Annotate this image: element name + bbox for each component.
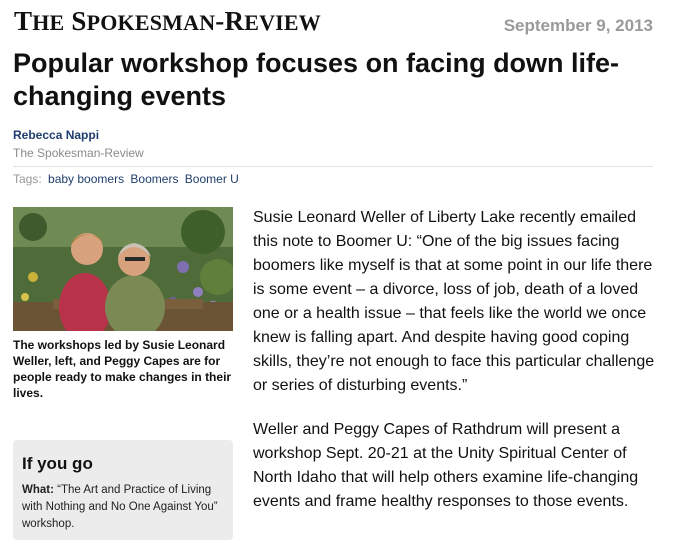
body-paragraph: Weller and Peggy Capes of Rathdrum will present a workshop Sept. 20-21 at the Unity Spiritual Center of North Idaho that will help others examine life-changing events and frame healthy responses to those events. <box>253 421 639 510</box>
byline-divider <box>13 166 653 167</box>
source-label: The Spokesman-Review <box>13 146 144 160</box>
event-info-title: If you go <box>22 454 93 473</box>
masthead-r: R <box>224 6 245 36</box>
masthead-s: S <box>71 6 87 36</box>
photo-caption: The workshops led by Susie Leonard Weller, left, and Peggy Capes are for people ready to make changes in their lives. <box>13 338 232 400</box>
tags-label: Tags: <box>13 172 42 186</box>
article-body <box>253 206 663 534</box>
article-photo[interactable] <box>13 207 233 331</box>
masthead-he: HE <box>32 10 65 35</box>
masthead-logo[interactable] <box>14 6 321 37</box>
tags-row <box>13 172 239 186</box>
event-info-box <box>13 440 233 540</box>
tag-link[interactable]: baby boomers <box>48 172 125 186</box>
masthead-dash: - <box>215 6 225 36</box>
masthead-eview: EVIEW <box>244 10 321 35</box>
tag-link[interactable]: Boomers <box>130 172 179 186</box>
photo-image <box>13 207 233 331</box>
body-paragraph: Susie Leonard Weller of Liberty Lake recently emailed this note to Boomer U: “One of the big issues facing boomers like myself is that at some point in our life there is some event – a divorce, loss of job, death of a loved one or a health issue – that feels like the world we once knew is falling apart. And despite having good coping skills, they’re not enough to face this particular challenge or series of disturbing events.” <box>253 209 655 394</box>
what-text: “The Art and Practice of Living with Nothing and No One Against You” workshop. <box>22 484 218 530</box>
article-headline: Popular workshop focuses on facing down life-changing events <box>13 48 620 111</box>
masthead-t: T <box>14 6 33 36</box>
what-label: What: <box>22 484 54 496</box>
author-link[interactable]: Rebecca Nappi <box>13 128 100 142</box>
masthead-pokesman: POKESMAN <box>86 10 216 35</box>
event-info-what <box>22 482 228 533</box>
publish-date: September 9, 2013 <box>503 16 653 35</box>
tag-link[interactable]: Boomer U <box>184 172 239 186</box>
